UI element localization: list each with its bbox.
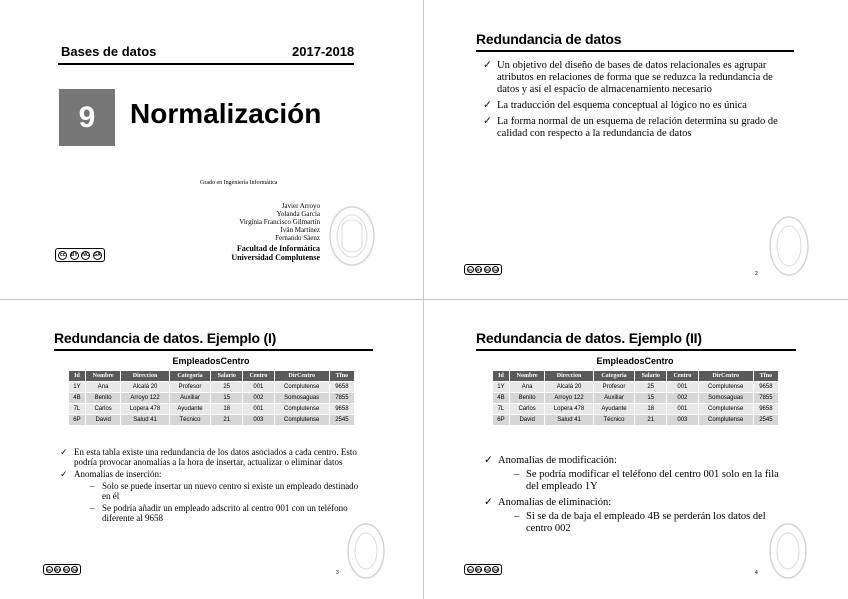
- sub-text: Se podría añadir un empleado adscrito al centro 001 con un teléfono diferente al 9658: [102, 503, 348, 523]
- table-cell: Complutense: [274, 415, 329, 426]
- table-caption: EmpleadosCentro: [596, 356, 674, 366]
- column-header: Salario: [635, 371, 667, 382]
- table-cell: 7855: [753, 393, 778, 404]
- slide-2: [424, 0, 847, 299]
- sa-icon: SA: [493, 267, 499, 272]
- table-row: [493, 393, 779, 404]
- check-icon: ✓: [484, 455, 493, 466]
- table-cell: Auxiliar: [169, 393, 211, 404]
- column-header: Centro: [667, 371, 698, 382]
- empleados-centro-table: [68, 370, 355, 426]
- nc-icon: NC: [484, 267, 491, 272]
- table-cell: Somosaguas: [698, 393, 753, 404]
- author: Yolanda García: [276, 210, 320, 218]
- nc-icon: NC: [63, 567, 70, 572]
- table-cell: Auxiliar: [593, 393, 635, 404]
- sub-list: [514, 469, 786, 493]
- table-cell: Alcalá 20: [121, 382, 169, 393]
- cc-license-badge: [43, 564, 81, 575]
- cc-icon: cc: [47, 567, 52, 572]
- sub-list: [90, 481, 360, 523]
- table-cell: 9658: [753, 382, 778, 393]
- table-row: [69, 404, 355, 415]
- table-cell: 001: [667, 382, 698, 393]
- bullet-list: [60, 447, 360, 525]
- table-cell: Salud 41: [121, 415, 169, 426]
- author: Fernando Sáenz: [275, 234, 320, 242]
- table-cell: Lopera 478: [545, 404, 593, 415]
- table-cell: Alcalá 20: [545, 382, 593, 393]
- table-cell: Benito: [509, 393, 544, 404]
- table-cell: 1Y: [493, 382, 510, 393]
- table-cell: Complutense: [274, 382, 329, 393]
- author: Javier Arroyo: [281, 202, 320, 210]
- cc-license-badge: [55, 248, 105, 262]
- table-cell: 2545: [753, 415, 778, 426]
- sub-text: Se podría modificar el teléfono del centro 001 solo en la fila del empleado 1Y: [526, 469, 779, 492]
- list-item: [60, 469, 360, 523]
- column-header: Centro: [243, 371, 274, 382]
- table-cell: Lopera 478: [121, 404, 169, 415]
- cc-icon: cc: [468, 267, 473, 272]
- table-cell: 15: [211, 393, 243, 404]
- table-cell: 21: [635, 415, 667, 426]
- table-cell: 25: [211, 382, 243, 393]
- table-cell: Complutense: [698, 415, 753, 426]
- column-header: Nombre: [85, 371, 120, 382]
- author: Iván Martínez: [280, 226, 320, 234]
- table-caption: EmpleadosCentro: [172, 356, 250, 366]
- table-cell: Profesor: [169, 382, 211, 393]
- table-cell: Técnico: [593, 415, 635, 426]
- cc-license-badge: [464, 564, 502, 575]
- bullet-text: En esta tabla existe una redundancia de los datos asociados a cada centro. Esto podría provocar anomalías a la hora de insertar, actualizar o eliminar datos: [74, 447, 357, 467]
- check-icon: ✓: [484, 497, 493, 508]
- table-cell: Carlos: [509, 404, 544, 415]
- table-cell: 9658: [329, 404, 354, 415]
- table-cell: Ana: [85, 382, 120, 393]
- slide-1-cover: [0, 0, 423, 299]
- sa-icon: SA: [493, 567, 499, 572]
- sub-item: [514, 469, 786, 493]
- table-cell: Técnico: [169, 415, 211, 426]
- table-cell: 9658: [329, 382, 354, 393]
- table-cell: 4B: [493, 393, 510, 404]
- degree-label: Grado en Ingeniería Informática: [200, 180, 278, 186]
- table-row: [493, 415, 779, 426]
- bullet-list: [484, 455, 786, 539]
- bullet-text: Anomalías de inserción:: [74, 469, 162, 479]
- by-icon: BY: [476, 267, 482, 272]
- sa-icon: SA: [72, 567, 78, 572]
- sa-icon: SA: [93, 251, 101, 258]
- sub-text: Si se da de baja el empleado 4B se perderán los datos del centro 002: [526, 511, 766, 534]
- table-cell: 15: [635, 393, 667, 404]
- table-cell: Profesor: [593, 382, 635, 393]
- list-item: [483, 60, 793, 96]
- title-rule: [476, 349, 796, 351]
- table-cell: David: [509, 415, 544, 426]
- list-item: [60, 447, 360, 467]
- table-cell: 6P: [493, 415, 510, 426]
- slide-title: Redundancia de datos. Ejemplo (II): [476, 330, 702, 346]
- column-header: Categoria: [169, 371, 211, 382]
- university-name: Universidad Complutense: [231, 253, 320, 262]
- sub-item: [90, 481, 360, 501]
- column-header: DirCentro: [274, 371, 329, 382]
- bullet-text: La forma normal de un esquema de relación determina su grado de calidad con respecto a la redundancia de datos: [497, 116, 778, 139]
- title-rule: [58, 63, 354, 65]
- author-list: [200, 202, 320, 242]
- check-icon: ✓: [483, 116, 492, 127]
- bullet-text: Anomalías de modificación:: [498, 455, 617, 466]
- table-cell: 4B: [69, 393, 86, 404]
- table-cell: Benito: [85, 393, 120, 404]
- table-cell: 21: [211, 415, 243, 426]
- table-cell: 18: [211, 404, 243, 415]
- sub-text: Solo se puede insertar un nuevo centro si existe un empleado destinado en él: [102, 481, 359, 501]
- slide-title: Redundancia de datos: [476, 31, 622, 47]
- column-header: DirCentro: [698, 371, 753, 382]
- list-item: [484, 455, 786, 493]
- university-seal-icon: [328, 205, 376, 267]
- check-icon: ✓: [483, 100, 492, 111]
- check-icon: ✓: [60, 469, 68, 479]
- column-header: Direccion: [545, 371, 593, 382]
- table-cell: 1Y: [69, 382, 86, 393]
- table-cell: 9658: [753, 404, 778, 415]
- dash-icon: –: [514, 469, 520, 480]
- table-cell: Somosaguas: [274, 393, 329, 404]
- table-row: [69, 393, 355, 404]
- sub-item: [514, 511, 786, 535]
- table-cell: David: [85, 415, 120, 426]
- dash-icon: –: [90, 481, 95, 491]
- table-cell: 18: [635, 404, 667, 415]
- table-cell: Arroyo 122: [121, 393, 169, 404]
- bullet-text: Anomalías de eliminación:: [498, 497, 612, 508]
- dash-icon: –: [514, 511, 520, 522]
- nc-icon: NC: [484, 567, 491, 572]
- bullet-text: La traducción del esquema conceptual al lógico no es única: [497, 100, 747, 111]
- dash-icon: –: [90, 503, 95, 513]
- sub-item: [90, 503, 360, 523]
- title-rule: [54, 349, 373, 351]
- nc-icon: NC: [82, 251, 90, 258]
- academic-year: 2017-2018: [292, 44, 355, 59]
- table-cell: Ayudante: [169, 404, 211, 415]
- chapter-number: 9: [59, 89, 115, 146]
- sub-list: [514, 511, 786, 535]
- table-cell: Complutense: [698, 404, 753, 415]
- column-header: Salario: [211, 371, 243, 382]
- table-row: [69, 382, 355, 393]
- by-icon: BY: [55, 567, 61, 572]
- slide-3: [0, 300, 423, 599]
- column-header: Tfno: [329, 371, 354, 382]
- cc-icon: cc: [59, 251, 66, 258]
- table-cell: 7855: [329, 393, 354, 404]
- table-cell: 002: [667, 393, 698, 404]
- bullet-list: [483, 60, 793, 144]
- table-cell: 25: [635, 382, 667, 393]
- table-row: [493, 404, 779, 415]
- table-cell: Ana: [509, 382, 544, 393]
- check-icon: ✓: [60, 447, 68, 457]
- column-header: Id: [69, 371, 86, 382]
- table-cell: 001: [667, 404, 698, 415]
- table-cell: 7L: [493, 404, 510, 415]
- table-cell: Complutense: [698, 382, 753, 393]
- column-header: Direccion: [121, 371, 169, 382]
- table-cell: 002: [243, 393, 274, 404]
- table-row: [69, 415, 355, 426]
- list-item: [483, 100, 793, 112]
- column-header: Categoria: [593, 371, 635, 382]
- column-header: Id: [493, 371, 510, 382]
- by-icon: BY: [476, 567, 482, 572]
- course-name: Bases de datos: [61, 44, 157, 59]
- table-cell: 001: [243, 404, 274, 415]
- empleados-centro-table: [492, 370, 779, 426]
- table-header-row: [69, 371, 355, 382]
- page-number: 3: [336, 570, 339, 576]
- table-cell: 6P: [69, 415, 86, 426]
- table-cell: Salud 41: [545, 415, 593, 426]
- institution: [190, 244, 320, 262]
- by-icon: BY: [70, 251, 78, 258]
- table-cell: Arroyo 122: [545, 393, 593, 404]
- table-cell: Carlos: [85, 404, 120, 415]
- university-seal-icon: [346, 522, 386, 580]
- table-cell: 001: [243, 382, 274, 393]
- cc-license-badge: [464, 264, 502, 275]
- table-cell: 7L: [69, 404, 86, 415]
- table-cell: 003: [243, 415, 274, 426]
- table-cell: 2545: [329, 415, 354, 426]
- author: Virginia Francisco Gilmartín: [239, 218, 320, 226]
- list-item: [484, 497, 786, 535]
- table-row: [493, 382, 779, 393]
- cc-icon: cc: [468, 567, 473, 572]
- slide-title: Redundancia de datos. Ejemplo (I): [54, 330, 277, 346]
- page-number: 2: [755, 271, 758, 277]
- faculty-name: Facultad de Informática: [236, 244, 320, 253]
- table-cell: Ayudante: [593, 404, 635, 415]
- table-header-row: [493, 371, 779, 382]
- check-icon: ✓: [483, 60, 492, 71]
- column-header: Nombre: [509, 371, 544, 382]
- university-seal-icon: [768, 522, 808, 580]
- slide-main-title: Normalización: [130, 98, 322, 129]
- university-seal-icon: [768, 215, 810, 277]
- list-item: [483, 116, 793, 140]
- column-header: Tfno: [753, 371, 778, 382]
- bullet-text: Un objetivo del diseño de bases de datos relacionales es agrupar atributos en relaciones de forma que se reduzca la redundancia de datos y así el espacio de almacenamiento necesario: [497, 60, 773, 95]
- page-number: 4: [755, 570, 758, 576]
- table-cell: Complutense: [274, 404, 329, 415]
- table-cell: 003: [667, 415, 698, 426]
- slide-4: [424, 300, 847, 599]
- title-rule: [476, 50, 794, 52]
